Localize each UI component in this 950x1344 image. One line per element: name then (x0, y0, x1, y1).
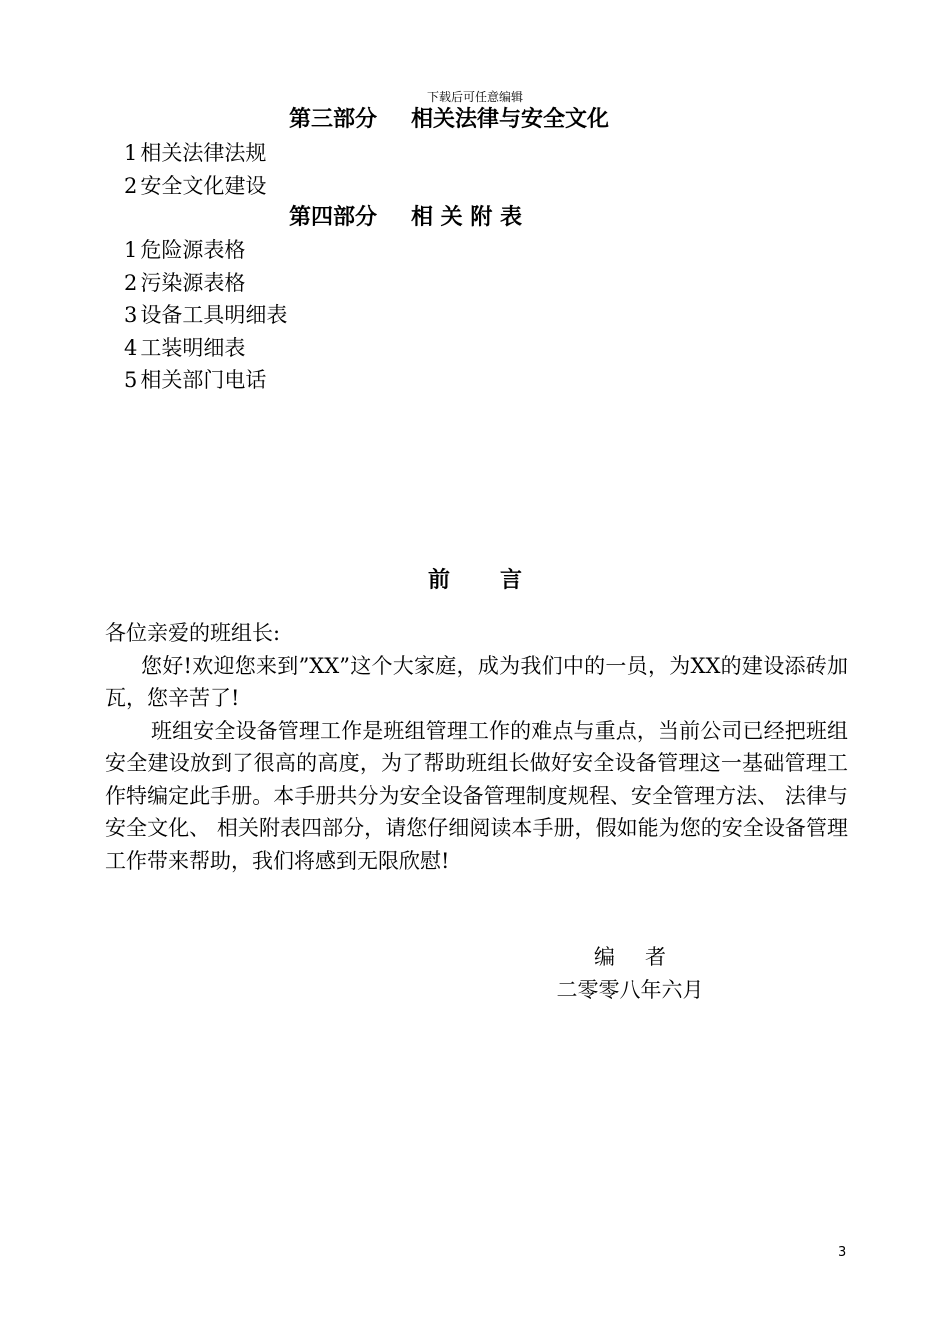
toc-item (124, 267, 287, 300)
part4-title-name: 相 关 附 表 (411, 205, 522, 230)
toc-item (124, 170, 266, 203)
toc-item (124, 299, 287, 332)
toc-item (124, 137, 266, 170)
signoff-date: 二零零八年六月 (556, 978, 704, 1002)
toc-item-label: 相关部门电话 (140, 368, 267, 392)
toc-item-number: 3 (124, 303, 138, 327)
preface-salutation: 各位亲爱的班组长: (105, 621, 281, 645)
part3-title (289, 105, 609, 135)
toc-item-number: 1 (124, 238, 138, 262)
preface-body (105, 617, 848, 877)
signoff (545, 941, 715, 1007)
toc-item-number: 5 (124, 368, 138, 392)
part3-title-name: 相关法律与安全文化 (411, 107, 610, 132)
header-note: 下载后可任意编辑 (426, 90, 523, 104)
toc-item (124, 234, 287, 267)
part4-toc-list (124, 234, 287, 397)
toc-item-label: 危险源表格 (140, 238, 246, 262)
preface-paragraph: 您好!欢迎您来到”XX”这个大家庭，成为我们中的一员，为XX的建设添砖加瓦，您辛苦了! (105, 653, 848, 710)
toc-item-label: 相关法律法规 (140, 141, 267, 165)
preface-title: 前言 (427, 568, 572, 593)
toc-item-label: 设备工具明细表 (140, 303, 288, 327)
toc-item (124, 332, 287, 365)
toc-item-label: 工装明细表 (140, 335, 246, 360)
toc-item-label: 污染源表格 (140, 270, 246, 295)
signoff-author: 编者 (594, 945, 696, 969)
toc-item-number: 1 (124, 141, 138, 165)
part4-title-part: 第四部分 (289, 205, 378, 230)
toc-item-number: 4 (124, 335, 138, 360)
part4-title (289, 203, 522, 233)
page-number: 3 (838, 1245, 847, 1260)
toc-item-label: 安全文化建设 (140, 173, 267, 198)
toc-item-number: 2 (124, 173, 138, 198)
toc-item-number: 2 (124, 270, 138, 295)
toc-item (124, 364, 287, 397)
part3-title-part: 第三部分 (289, 107, 378, 132)
preface-paragraph: 班组安全设备管理工作是班组管理工作的难点与重点，当前公司已经把班组安全建设放到了很高的高度，为了帮助班组长做好安全设备管理这一基础管理工作特编定此手册。本手册共分为安全设备管理制度规程、安全管理方法、 法律与安全文化、 相关附表四部分，请您仔细阅读本手册，假如能为您的安全设备管理工作带来帮助，我们将感到无限欣慰! (105, 718, 848, 873)
part3-toc-list (124, 137, 266, 202)
